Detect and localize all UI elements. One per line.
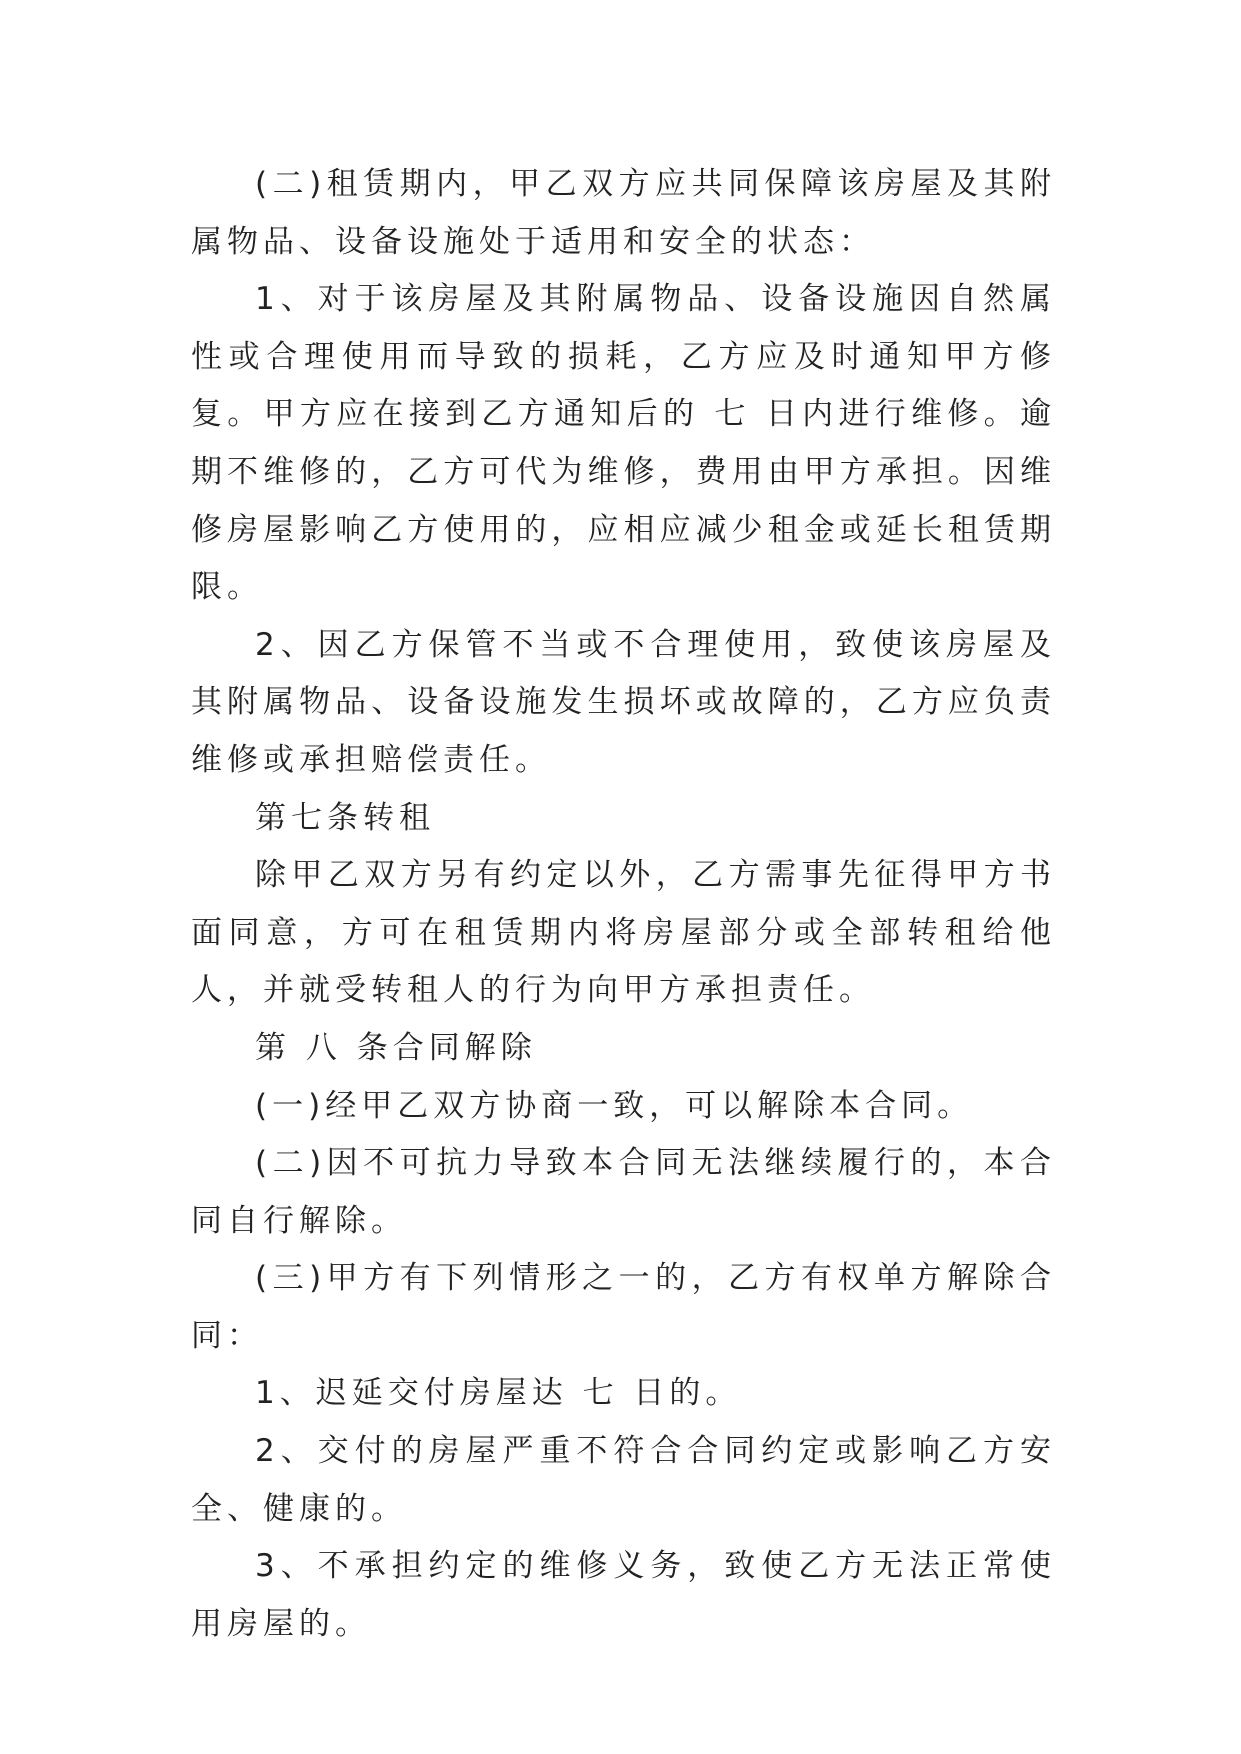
paragraph-repair-obligation: (二)租赁期内，甲乙双方应共同保障该房屋及其附属物品、设备设施处于适用和安全的状态： — [191, 166, 1056, 260]
list-item-delay: 1、迟延交付房屋达 七 日的。 — [255, 1375, 742, 1412]
heading-article-7-sublease: 第七条转租 — [255, 799, 435, 836]
paragraph-termination-2: (二)因不可抗力导致本合同无法继续履行的，本合同自行解除。 — [191, 1145, 1056, 1239]
document-page — [191, 156, 1056, 1653]
list-item-nonconforming: 2、交付的房屋严重不符合合同约定或影响乙方安全、健康的。 — [191, 1433, 1056, 1527]
paragraph-item-1-natural-wear: 1、对于该房屋及其附属物品、设备设施因自然属性或合理使用而导致的损耗，乙方应及时通知甲方修复。甲方应在接到乙方通知后的 七 日内进行维修。逾期不维修的，乙方可代为维修，费用由甲方承担。因维修房屋影响乙方使用的，应相应减少租金或延长租赁期限。 — [191, 281, 1056, 606]
paragraph-item-2-improper-use: 2、因乙方保管不当或不合理使用，致使该房屋及其附属物品、设备设施发生损坏或故障的，乙方应负责维修或承担赔偿责任。 — [191, 626, 1056, 778]
paragraph-sublease-terms: 除甲乙双方另有约定以外，乙方需事先征得甲方书面同意，方可在租赁期内将房屋部分或全部转租给他人，并就受转租人的行为向甲方承担责任。 — [191, 857, 1056, 1009]
list-item-no-repair: 3、不承担约定的维修义务，致使乙方无法正常使用房屋的。 — [191, 1548, 1056, 1642]
paragraph-termination-3: (三)甲方有下列情形之一的，乙方有权单方解除合同： — [191, 1260, 1056, 1354]
heading-article-8-termination: 第 八 条合同解除 — [255, 1029, 537, 1066]
paragraph-termination-1: (一)经甲乙双方协商一致，可以解除本合同。 — [255, 1087, 974, 1124]
